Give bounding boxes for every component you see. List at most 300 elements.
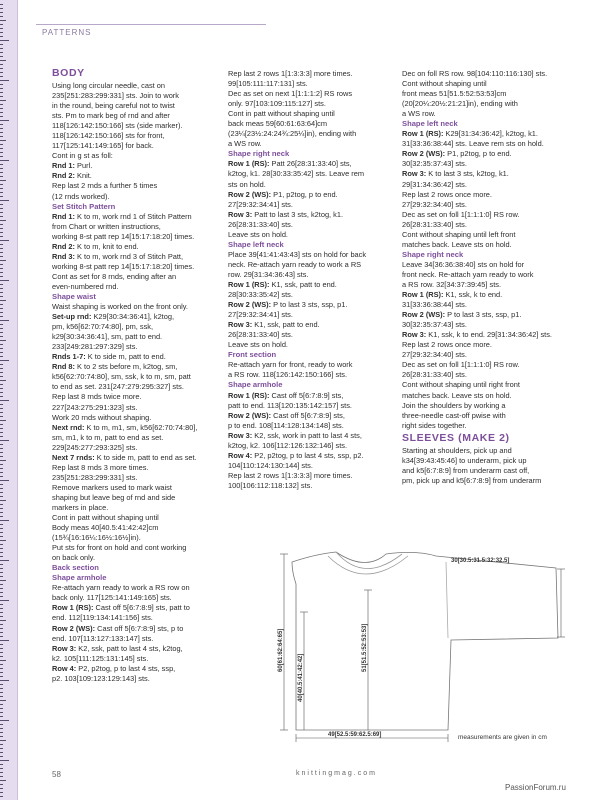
text-line: neck. Re-attach yarn ready to work a RS [228, 259, 362, 269]
text-line: a RS row. 118[126:142:150:166] sts. [228, 370, 348, 380]
ruler-tick [0, 476, 3, 477]
ruler-tick [0, 416, 3, 417]
text-line [52, 423, 220, 433]
text-line: row. 29[31:34:36:43] sts. [228, 269, 309, 279]
ruler-tick [0, 488, 3, 489]
text-line: sm, m1, k to m, patt to end as set. [52, 432, 164, 442]
row-text: Patt 26[28:31:33:40] sts, [269, 159, 352, 169]
ruler-tick [0, 652, 3, 653]
subheading: Shape right neck [228, 149, 290, 159]
text-line: 233[249:281:297:329] sts. [52, 342, 138, 352]
subheading: Shape left neck [228, 239, 284, 249]
row-text: P1, p2tog, p to end. [445, 149, 512, 159]
text-line [402, 169, 582, 179]
ruler-tick [0, 200, 9, 201]
subheading: Set Stitch Pattern [52, 201, 116, 211]
ruler-tick [0, 372, 3, 373]
ruler-tick [0, 716, 3, 717]
body-length-label: 40[40.5:41:42:42] [298, 653, 304, 702]
row-label: Set-up rnd: [52, 312, 92, 322]
ruler-tick [0, 480, 9, 481]
ruler-tick [0, 464, 3, 465]
footer-url: knittingmag.com [296, 770, 377, 777]
ruler-tick [0, 560, 9, 561]
row-label: Rnd 3: [52, 251, 75, 261]
ruler-tick [0, 224, 3, 225]
row-label: Row 2 (WS): [228, 189, 272, 199]
text-line: k2tog, k2. 106[112:126:132:146] sts. [228, 440, 348, 450]
ruler-tick [0, 612, 3, 613]
ruler-tick [0, 496, 3, 497]
ruler-tick [0, 56, 3, 57]
ruler-tick [0, 336, 3, 337]
row-label: Row 3: [228, 320, 253, 330]
ruler-tick [0, 172, 3, 173]
section-heading: BODY [52, 67, 85, 79]
row-text: P to last 3 sts, ssp, p1. [271, 300, 348, 310]
ruler-tick [0, 60, 6, 61]
text-line [402, 330, 582, 340]
text-line: back meas 59[60:61:63:64]cm [228, 119, 328, 129]
ruler-tick [0, 300, 6, 301]
ruler-tick [0, 352, 3, 353]
row-text: P2, p2tog, p to last 4 sts, ssp, p2. [252, 450, 364, 460]
text-line: shaping but leave beg of rnd and side [52, 492, 176, 502]
row-label: Row 1 (RS): [228, 279, 270, 289]
ruler-tick [0, 500, 6, 501]
text-line: Rep last 2 rnds a further 5 times [52, 181, 158, 191]
ruler-tick [0, 628, 3, 629]
text-line: right sides together. [402, 420, 467, 430]
row-text: K1, ssk, k to end. 29[31:34:36:42] sts. [426, 330, 552, 340]
row-label: Row 2 (WS): [228, 300, 272, 310]
ruler-tick [0, 280, 9, 281]
ruler-tick [0, 324, 3, 325]
text-line: 227[243:275:291:323] sts. [52, 402, 138, 412]
ruler-tick [0, 528, 3, 529]
ruler-tick [0, 596, 3, 597]
ruler-tick [0, 684, 3, 685]
row-text: Cast off 5[6:7:8:9] sts, patt to [93, 603, 190, 613]
text-line: Cont as set for 8 rnds, ending after an [52, 271, 177, 281]
text-line: Cont in g st as foll: [52, 151, 113, 161]
ruler-tick [0, 720, 9, 721]
ruler-tick [0, 788, 3, 789]
text-line: p to end. 108[114:128:134:148] sts. [228, 420, 344, 430]
ruler-tick [0, 784, 3, 785]
ruler-tick [0, 444, 3, 445]
text-line: Waist shaping is worked on the front only. [52, 302, 188, 312]
text-line [52, 161, 220, 171]
text-line: from Chart or written instructions, [52, 221, 161, 231]
ruler-tick [0, 504, 3, 505]
ruler-tick [0, 728, 3, 729]
row-label: Row 3: [402, 330, 427, 340]
row-label: Row 3: [402, 169, 427, 179]
column-1 [52, 66, 220, 684]
text-line: 27[29:32:34:41] sts. [228, 199, 293, 209]
row-label: Row 1 (RS): [402, 290, 444, 300]
ruler-tick [0, 316, 3, 317]
text-line: k56[62:70:74:80], sm, ssk, k to m, sm, patt [52, 372, 191, 382]
ruler-tick [0, 524, 3, 525]
ruler-tick [0, 328, 3, 329]
row-label: Rnd 1: [52, 161, 75, 171]
ruler-tick [0, 752, 3, 753]
ruler-tick [0, 156, 3, 157]
ruler-tick [0, 64, 3, 65]
ruler-tick [0, 640, 9, 641]
text-line: 235[251:283:299:331] sts. Join to work [52, 91, 179, 101]
subheading: Shape right neck [402, 249, 464, 259]
ruler-tick [0, 744, 3, 745]
row-text: Cast off 5[6:7:8:9] sts, [271, 410, 345, 420]
ruler-tick [0, 484, 3, 485]
row-text: P2, p2tog, p to last 4 sts, ssp, [76, 663, 176, 673]
front-length-label: 51[51.5:52:53:53] [362, 623, 368, 672]
ruler-tick [0, 680, 9, 681]
ruler-tick [0, 84, 3, 85]
row-text: K29[30:34:36:41], k2tog, [91, 312, 175, 322]
text-line: end. 107[113:127:133:147] sts. [52, 633, 154, 643]
text-line [228, 411, 398, 421]
ruler-tick [0, 312, 3, 313]
ruler-tick [0, 116, 3, 117]
row-text: Cast off 5[6:7:8:9] sts, p to [95, 623, 184, 633]
text-line [228, 190, 398, 200]
text-line: Rep last 8 rnds twice more. [52, 392, 142, 402]
ruler-tick [0, 672, 3, 673]
text-line: Dec as set on next 1[1:1:1:2] RS rows [228, 89, 353, 99]
text-line [52, 664, 220, 674]
row-text: Cast off 5[6:7:8:9] sts, [269, 390, 344, 400]
text-line [402, 310, 582, 320]
ruler-tick [0, 540, 6, 541]
section-heading: SLEEVES (MAKE 2) [402, 431, 510, 444]
row-label: Row 3: [228, 209, 253, 219]
text-line: end. 112[119:134:141:156] sts. [52, 613, 153, 623]
text-line [52, 453, 220, 463]
text-line: patt to end. 113[120:135:142:157] sts. [228, 400, 352, 410]
text-line: pm, k56[62:70:74:80], pm, ssk, [52, 322, 154, 332]
row-text: Patt to last 3 sts, k2tog, k1. [252, 209, 344, 219]
ruler-tick [0, 228, 3, 229]
ruler-tick [0, 648, 3, 649]
row-label: Row 1 (RS): [228, 390, 270, 400]
ruler-tick [0, 268, 3, 269]
row-text: Purl. [75, 161, 93, 171]
ruler-tick [0, 208, 3, 209]
ruler-tick [0, 688, 3, 689]
text-line: Work 20 rnds without shaping. [52, 412, 152, 422]
ruler-tick [0, 44, 3, 45]
ruler-tick [0, 136, 3, 137]
ruler-tick [0, 124, 3, 125]
subheading: Shape waist [52, 291, 96, 301]
ruler-tick [0, 568, 3, 569]
row-text: K to m, knit to end. [75, 241, 139, 251]
text-line: Place 39[41:41:43:43] sts on hold for back [228, 249, 367, 259]
ruler-tick [0, 144, 3, 145]
ruler-tick [0, 756, 3, 757]
ruler-tick [0, 700, 6, 701]
row-text: K to m, work rnd 3 of Stitch Patt, [75, 251, 184, 261]
text-line: Rep last 8 rnds 3 more times. [52, 462, 149, 472]
text-line: 28[30:33:35:42] sts. [228, 290, 293, 300]
ruler-tick [0, 400, 9, 401]
text-line: sts. Pm to mark beg of rnd and after [52, 111, 170, 121]
ruler-tick [0, 276, 3, 277]
subheading: Back section [52, 563, 99, 573]
ruler-tick [0, 760, 9, 761]
ruler-tick [0, 204, 3, 205]
ruler-tick [0, 288, 3, 289]
ruler-tick [0, 120, 9, 121]
text-line: Dec as set on foll 1[1:1:1:0] RS row. [402, 360, 520, 370]
text-line: front meas 51[51.5:52:53:53]cm [402, 89, 507, 99]
ruler-tick [0, 76, 3, 77]
text-line: markers in place. [52, 502, 109, 512]
ruler-tick [0, 704, 3, 705]
row-text: K to m, m1, sm, k56[62:70:74:80], [84, 422, 198, 432]
ruler-tick [0, 624, 3, 625]
ruler-tick [0, 80, 9, 81]
text-line: k2tog, k1. 28[30:33:35:42] sts. Leave rem [228, 169, 364, 179]
ruler-tick [0, 456, 3, 457]
text-line: working 8-st patt rep 14[15:17:18:20] times. [52, 231, 195, 241]
text-line: 31[33:36:38:44] sts. [402, 300, 467, 310]
text-line: Re-attach yarn for front, ready to work [228, 360, 353, 370]
ruler-tick [0, 148, 3, 149]
text-line: 117[125:141:149:165] for back. [52, 141, 154, 151]
ruler-tick [0, 140, 6, 141]
sleeve-width-label: 30[30.5:31.5:32:32.5] [451, 558, 510, 564]
ruler-tick [0, 552, 3, 553]
ruler-tick [0, 412, 3, 413]
text-line: sts on hold. [228, 179, 266, 189]
ruler-tick [0, 96, 3, 97]
text-line: and k5[6:7:8:9] from underarm cast off, [402, 465, 530, 475]
text-line [52, 312, 220, 322]
text-line: to end as set. 231[247:279:295:327] sts. [52, 382, 184, 392]
row-text: K29[31:34:36:42], k2tog, k1. [443, 129, 538, 139]
subheading: Shape armhole [52, 573, 107, 583]
row-label: Rnd 2: [52, 171, 75, 181]
ruler-tick [0, 408, 3, 409]
text-line: 27[29:32:34:40] sts. [402, 199, 467, 209]
ruler-tick [0, 380, 6, 381]
text-line: Cont without shaping until left front [402, 229, 516, 239]
row-label: Row 2 (WS): [402, 310, 446, 320]
text-line: Cont in patt without shaping until [52, 513, 159, 523]
text-line: 26[28:31:33:40] sts. [228, 330, 293, 340]
ruler-tick [0, 616, 3, 617]
ruler-tick [0, 20, 6, 21]
ruler-tick [0, 344, 3, 345]
ruler-tick [0, 188, 3, 189]
page-number: 58 [52, 770, 61, 779]
ruler-tick [0, 244, 3, 245]
ruler-tick [0, 512, 3, 513]
text-line: front neck. Re-attach yarn ready to work [402, 269, 534, 279]
text-line: 30[32:35:37:43] sts. [402, 320, 467, 330]
text-line [52, 603, 220, 613]
ruler-tick [0, 252, 3, 253]
text-line: 104[110:124:130:144] sts. [228, 460, 313, 470]
ruler-tick [0, 12, 3, 13]
ruler-tick [0, 264, 3, 265]
row-text: K to last 3 sts, k2tog, k1. [426, 169, 509, 179]
ruler-tick [0, 576, 3, 577]
ruler-tick [0, 356, 3, 357]
ruler-tick [0, 368, 3, 369]
ruler-tick [0, 284, 3, 285]
row-text: P1, p2tog, p to end. [271, 189, 338, 199]
text-line: on back only. [52, 553, 96, 563]
text-line: Remove markers used to mark waist [52, 482, 172, 492]
ruler-tick [0, 696, 3, 697]
text-line: Rep last 2 rows once more. [402, 340, 492, 350]
row-label: Row 1 (RS): [52, 603, 94, 613]
row-text: K to side m, patt to end as set. [94, 452, 197, 462]
ruler-tick [0, 384, 3, 385]
text-line [52, 171, 220, 181]
text-line: Put sts for front on hold and cont working [52, 543, 187, 553]
ruler-tick [0, 556, 3, 557]
row-label: Row 1 (RS): [402, 129, 444, 139]
text-line: in the round, being careful not to twist [52, 101, 175, 111]
text-line [52, 212, 220, 222]
ruler-tick [0, 776, 3, 777]
ruler-tick [0, 4, 3, 5]
ruler-tick [0, 668, 3, 669]
column-2 [228, 69, 398, 491]
ruler-tick [0, 748, 3, 749]
ruler-tick [0, 724, 3, 725]
ruler-tick [0, 548, 3, 549]
text-line [52, 362, 220, 372]
text-line: matches back. Leave sts on hold. [402, 239, 512, 249]
ruler-tick [0, 296, 3, 297]
section-label: PATTERNS [42, 28, 92, 37]
text-line: 100[106:112:118:132] sts. [228, 480, 313, 490]
text-line: Dec on foll RS row. 98[104:110:116:130] sts. [402, 69, 548, 78]
column-3 [402, 69, 582, 486]
text-line: 99[105:111:117:131] sts. [228, 79, 308, 89]
ruler-tick [0, 468, 3, 469]
ruler-tick [0, 236, 3, 237]
ruler-tick [0, 764, 3, 765]
ruler-tick [0, 428, 3, 429]
ruler-tick [0, 100, 6, 101]
row-label: Next 7 rnds: [52, 452, 95, 462]
text-line [228, 280, 398, 290]
ruler-tick [0, 16, 3, 17]
ruler-tick [0, 692, 3, 693]
ruler-tick [0, 292, 3, 293]
ruler-tick [0, 184, 3, 185]
row-text: K2, ssk, work in patt to last 4 sts, [252, 430, 362, 440]
subheading: Front section [228, 350, 277, 360]
ruler-tick [0, 708, 3, 709]
ruler-tick [0, 508, 3, 509]
ruler-tick [0, 256, 3, 257]
text-line [228, 300, 398, 310]
row-text: K1, ssk, k to end. [443, 290, 503, 300]
text-line: 229[245:277:293:325] sts. [52, 442, 138, 452]
ruler-tick [0, 440, 9, 441]
back-length-label: 60[61:62:64:65] [278, 628, 284, 672]
row-label: Rnd 1: [52, 211, 75, 221]
row-label: Rnds 1-7: [52, 352, 86, 362]
ruler-tick [0, 364, 3, 365]
text-line: Starting at shoulders, pick up and [402, 445, 512, 455]
ruler-tick [0, 28, 3, 29]
ruler-tick [0, 592, 3, 593]
text-line: (12 rnds worked). [52, 191, 110, 201]
ruler-tick [0, 376, 3, 377]
text-line: 26[28:31:33:40] sts. [402, 219, 467, 229]
text-line: Cont without shaping until [402, 79, 487, 89]
ruler-tick [0, 572, 3, 573]
section-header [36, 24, 266, 41]
ruler-tick [0, 520, 9, 521]
text-line [228, 320, 398, 330]
ruler-tick [0, 48, 3, 49]
text-line [52, 242, 220, 252]
ruler-tick [0, 564, 3, 565]
ruler-tick [0, 160, 9, 161]
text-line: only. 97[103:109:115:127] sts. [228, 99, 326, 109]
ruler-tick [0, 620, 6, 621]
ruler-tick [0, 248, 3, 249]
ruler-tick [0, 320, 9, 321]
ruler-tick [0, 72, 3, 73]
ruler-tick [0, 304, 3, 305]
text-line [228, 451, 398, 461]
row-label: Row 2 (WS): [228, 410, 272, 420]
ruler-tick [0, 424, 3, 425]
ruler-tick [0, 472, 3, 473]
row-label: Row 4: [52, 663, 77, 673]
text-line: Rep last 2 rows 1[1:3:3:3] more times. [228, 470, 353, 480]
ruler-tick [0, 168, 3, 169]
text-line: 29[31:34:36:42] sts. [402, 179, 467, 189]
ruler-tick [0, 108, 3, 109]
ruler-tick [0, 92, 3, 93]
ruler-tick [0, 52, 3, 53]
ruler-tick [0, 604, 3, 605]
row-text: K1, ssk, patt to end. [252, 320, 320, 330]
text-line: Rep last 2 rows 1[1:3:3:3] more times. [228, 69, 353, 78]
ruler-tick [0, 216, 3, 217]
ruler-tick [0, 452, 3, 453]
ruler-tick [0, 772, 3, 773]
ruler-tick [0, 636, 3, 637]
ruler-tick [0, 232, 3, 233]
measurement-caption: measurements are given in cm [458, 734, 547, 741]
text-line: 27[29:32:34:41] sts. [228, 310, 293, 320]
ruler-tick [0, 104, 3, 105]
text-line: back only. 117[125:141:149:165] sts. [52, 593, 172, 603]
text-line: Join the shoulders by working a [402, 400, 506, 410]
text-line: Cont in patt without shaping until [228, 109, 335, 119]
ruler-tick [0, 240, 9, 241]
ruler-tick [0, 176, 3, 177]
ruler-tick [0, 396, 3, 397]
ruler-tick [0, 712, 3, 713]
row-text: K1, ssk, patt to end. [269, 279, 337, 289]
